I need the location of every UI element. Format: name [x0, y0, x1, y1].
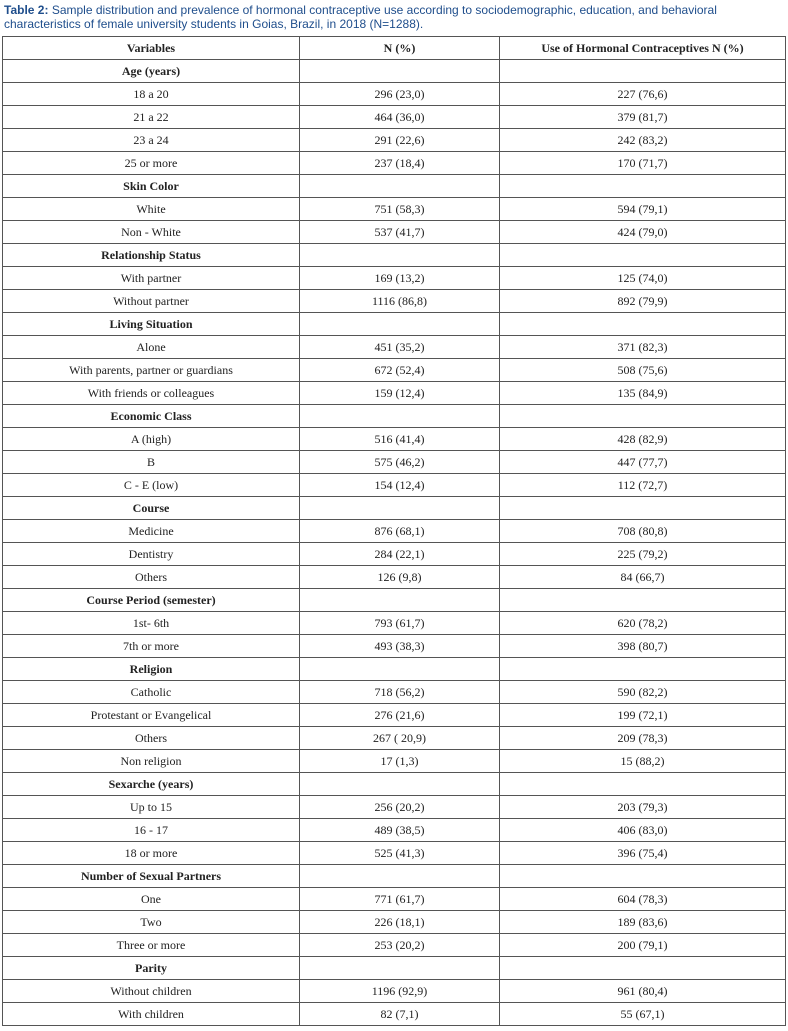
table-row: [3, 221, 786, 244]
table-group-row: [3, 957, 786, 980]
table-row: [3, 267, 786, 290]
table-group-row: [3, 60, 786, 83]
table-group-row: [3, 497, 786, 520]
table-row: [3, 106, 786, 129]
cell-variable: Without children: [3, 980, 300, 1003]
cell-variable: Religion: [3, 658, 300, 681]
table-row: [3, 543, 786, 566]
cell-use-percent: 398 (80,7): [500, 635, 786, 658]
cell-variable: Without partner: [3, 290, 300, 313]
table-row: [3, 382, 786, 405]
cell-variable: 18 or more: [3, 842, 300, 865]
cell-variable: Alone: [3, 336, 300, 359]
cell-variable: Catholic: [3, 681, 300, 704]
cell-variable: Living Situation: [3, 313, 300, 336]
cell-variable: 25 or more: [3, 152, 300, 175]
cell-variable: One: [3, 888, 300, 911]
cell-n-percent: 516 (41,4): [300, 428, 500, 451]
cell-use-percent: [500, 497, 786, 520]
cell-use-percent: 406 (83,0): [500, 819, 786, 842]
cell-variable: 23 a 24: [3, 129, 300, 152]
cell-n-percent: 169 (13,2): [300, 267, 500, 290]
cell-variable: Protestant or Evangelical: [3, 704, 300, 727]
table-caption: [0, 0, 788, 36]
cell-n-percent: 1196 (92,9): [300, 980, 500, 1003]
cell-use-percent: 227 (76,6): [500, 83, 786, 106]
cell-use-percent: 225 (79,2): [500, 543, 786, 566]
cell-n-percent: 256 (20,2): [300, 796, 500, 819]
cell-n-percent: [300, 497, 500, 520]
cell-n-percent: 237 (18,4): [300, 152, 500, 175]
table-row: [3, 129, 786, 152]
cell-n-percent: 291 (22,6): [300, 129, 500, 152]
cell-variable: Others: [3, 566, 300, 589]
cell-variable: With friends or colleagues: [3, 382, 300, 405]
table-row: [3, 842, 786, 865]
cell-use-percent: [500, 773, 786, 796]
table-body: [3, 60, 786, 1026]
cell-use-percent: [500, 957, 786, 980]
cell-n-percent: 751 (58,3): [300, 198, 500, 221]
cell-n-percent: [300, 589, 500, 612]
cell-variable: Course Period (semester): [3, 589, 300, 612]
cell-n-percent: 451 (35,2): [300, 336, 500, 359]
cell-variable: Two: [3, 911, 300, 934]
table-row: [3, 359, 786, 382]
cell-use-percent: 203 (79,3): [500, 796, 786, 819]
table-row: [3, 704, 786, 727]
cell-n-percent: 718 (56,2): [300, 681, 500, 704]
header-n-percent: N (%): [300, 37, 500, 60]
cell-n-percent: 253 (20,2): [300, 934, 500, 957]
cell-n-percent: 493 (38,3): [300, 635, 500, 658]
cell-use-percent: 508 (75,6): [500, 359, 786, 382]
cell-use-percent: 55 (67,1): [500, 1003, 786, 1026]
cell-use-percent: 594 (79,1): [500, 198, 786, 221]
cell-n-percent: [300, 658, 500, 681]
cell-use-percent: 84 (66,7): [500, 566, 786, 589]
cell-use-percent: [500, 589, 786, 612]
cell-variable: 1st- 6th: [3, 612, 300, 635]
cell-variable: Others: [3, 727, 300, 750]
cell-n-percent: 876 (68,1): [300, 520, 500, 543]
table-row: [3, 911, 786, 934]
cell-variable: 7th or more: [3, 635, 300, 658]
cell-use-percent: 199 (72,1): [500, 704, 786, 727]
table-group-row: [3, 658, 786, 681]
cell-use-percent: [500, 658, 786, 681]
cell-variable: A (high): [3, 428, 300, 451]
cell-variable: Age (years): [3, 60, 300, 83]
table-group-row: [3, 773, 786, 796]
cell-use-percent: [500, 313, 786, 336]
table-row: [3, 750, 786, 773]
table-row: [3, 152, 786, 175]
table-row: [3, 612, 786, 635]
cell-variable: White: [3, 198, 300, 221]
cell-use-percent: 242 (83,2): [500, 129, 786, 152]
table-row: [3, 520, 786, 543]
cell-use-percent: 620 (78,2): [500, 612, 786, 635]
table-row: [3, 566, 786, 589]
cell-use-percent: 379 (81,7): [500, 106, 786, 129]
cell-variable: Three or more: [3, 934, 300, 957]
cell-variable: With parents, partner or guardians: [3, 359, 300, 382]
cell-n-percent: 226 (18,1): [300, 911, 500, 934]
cell-use-percent: 428 (82,9): [500, 428, 786, 451]
table-row: [3, 727, 786, 750]
cell-use-percent: 396 (75,4): [500, 842, 786, 865]
cell-variable: Relationship Status: [3, 244, 300, 267]
cell-n-percent: 82 (7,1): [300, 1003, 500, 1026]
cell-n-percent: 771 (61,7): [300, 888, 500, 911]
cell-variable: With children: [3, 1003, 300, 1026]
cell-n-percent: 284 (22,1): [300, 543, 500, 566]
cell-use-percent: 371 (82,3): [500, 336, 786, 359]
cell-n-percent: 276 (21,6): [300, 704, 500, 727]
caption-text: Sample distribution and prevalence of hormonal contraceptive use according to sociodemographic, education, and behavioral characteristics of female university students in Goias, Brazil, in 2018 (N=1288).: [4, 3, 717, 31]
cell-n-percent: [300, 175, 500, 198]
cell-n-percent: 793 (61,7): [300, 612, 500, 635]
cell-use-percent: [500, 60, 786, 83]
cell-use-percent: 604 (78,3): [500, 888, 786, 911]
table-row: [3, 198, 786, 221]
cell-use-percent: 189 (83,6): [500, 911, 786, 934]
cell-n-percent: 489 (38,5): [300, 819, 500, 842]
cell-n-percent: 267 ( 20,9): [300, 727, 500, 750]
cell-variable: Parity: [3, 957, 300, 980]
cell-use-percent: 590 (82,2): [500, 681, 786, 704]
cell-use-percent: 135 (84,9): [500, 382, 786, 405]
table-row: [3, 888, 786, 911]
cell-n-percent: 154 (12,4): [300, 474, 500, 497]
table-row: [3, 336, 786, 359]
cell-use-percent: 200 (79,1): [500, 934, 786, 957]
cell-use-percent: 209 (78,3): [500, 727, 786, 750]
table-group-row: [3, 405, 786, 428]
table-header-row: [3, 37, 786, 60]
table-row: [3, 83, 786, 106]
cell-n-percent: 672 (52,4): [300, 359, 500, 382]
cell-use-percent: 15 (88,2): [500, 750, 786, 773]
cell-n-percent: 525 (41,3): [300, 842, 500, 865]
cell-use-percent: [500, 175, 786, 198]
table-row: [3, 980, 786, 1003]
header-variables: Variables: [3, 37, 300, 60]
cell-variable: Non - White: [3, 221, 300, 244]
cell-variable: C - E (low): [3, 474, 300, 497]
cell-variable: Skin Color: [3, 175, 300, 198]
cell-use-percent: 892 (79,9): [500, 290, 786, 313]
table-group-row: [3, 244, 786, 267]
cell-variable: Sexarche (years): [3, 773, 300, 796]
cell-n-percent: [300, 244, 500, 267]
cell-n-percent: [300, 773, 500, 796]
cell-variable: Non religion: [3, 750, 300, 773]
cell-variable: Economic Class: [3, 405, 300, 428]
table-row: [3, 934, 786, 957]
cell-use-percent: [500, 405, 786, 428]
cell-use-percent: [500, 865, 786, 888]
table-row: [3, 428, 786, 451]
caption-label: Table 2:: [4, 3, 49, 17]
cell-variable: Course: [3, 497, 300, 520]
cell-variable: 21 a 22: [3, 106, 300, 129]
cell-n-percent: 296 (23,0): [300, 83, 500, 106]
cell-n-percent: 159 (12,4): [300, 382, 500, 405]
cell-n-percent: 126 (9,8): [300, 566, 500, 589]
cell-n-percent: [300, 313, 500, 336]
table-row: [3, 290, 786, 313]
table-row: [3, 474, 786, 497]
table-row: [3, 635, 786, 658]
cell-variable: Number of Sexual Partners: [3, 865, 300, 888]
cell-variable: Up to 15: [3, 796, 300, 819]
table-group-row: [3, 589, 786, 612]
cell-use-percent: 708 (80,8): [500, 520, 786, 543]
cell-variable: 16 - 17: [3, 819, 300, 842]
cell-use-percent: 961 (80,4): [500, 980, 786, 1003]
cell-use-percent: 112 (72,7): [500, 474, 786, 497]
cell-use-percent: [500, 244, 786, 267]
cell-n-percent: [300, 957, 500, 980]
table-group-row: [3, 175, 786, 198]
cell-variable: B: [3, 451, 300, 474]
cell-variable: Dentistry: [3, 543, 300, 566]
cell-n-percent: 464 (36,0): [300, 106, 500, 129]
cell-use-percent: 125 (74,0): [500, 267, 786, 290]
header-use-hormonal-contraceptives: Use of Hormonal Contraceptives N (%): [500, 37, 786, 60]
table-row: [3, 819, 786, 842]
cell-n-percent: 1116 (86,8): [300, 290, 500, 313]
table-group-row: [3, 865, 786, 888]
cell-n-percent: [300, 865, 500, 888]
cell-n-percent: 537 (41,7): [300, 221, 500, 244]
table-row: [3, 681, 786, 704]
table-row: [3, 796, 786, 819]
table-group-row: [3, 313, 786, 336]
cell-variable: 18 a 20: [3, 83, 300, 106]
cell-n-percent: [300, 405, 500, 428]
data-table: [2, 36, 786, 1026]
cell-variable: Medicine: [3, 520, 300, 543]
cell-use-percent: 170 (71,7): [500, 152, 786, 175]
cell-use-percent: 424 (79,0): [500, 221, 786, 244]
cell-variable: With partner: [3, 267, 300, 290]
cell-n-percent: 17 (1,3): [300, 750, 500, 773]
cell-use-percent: 447 (77,7): [500, 451, 786, 474]
cell-n-percent: [300, 60, 500, 83]
table-row: [3, 451, 786, 474]
table-row: [3, 1003, 786, 1026]
cell-n-percent: 575 (46,2): [300, 451, 500, 474]
